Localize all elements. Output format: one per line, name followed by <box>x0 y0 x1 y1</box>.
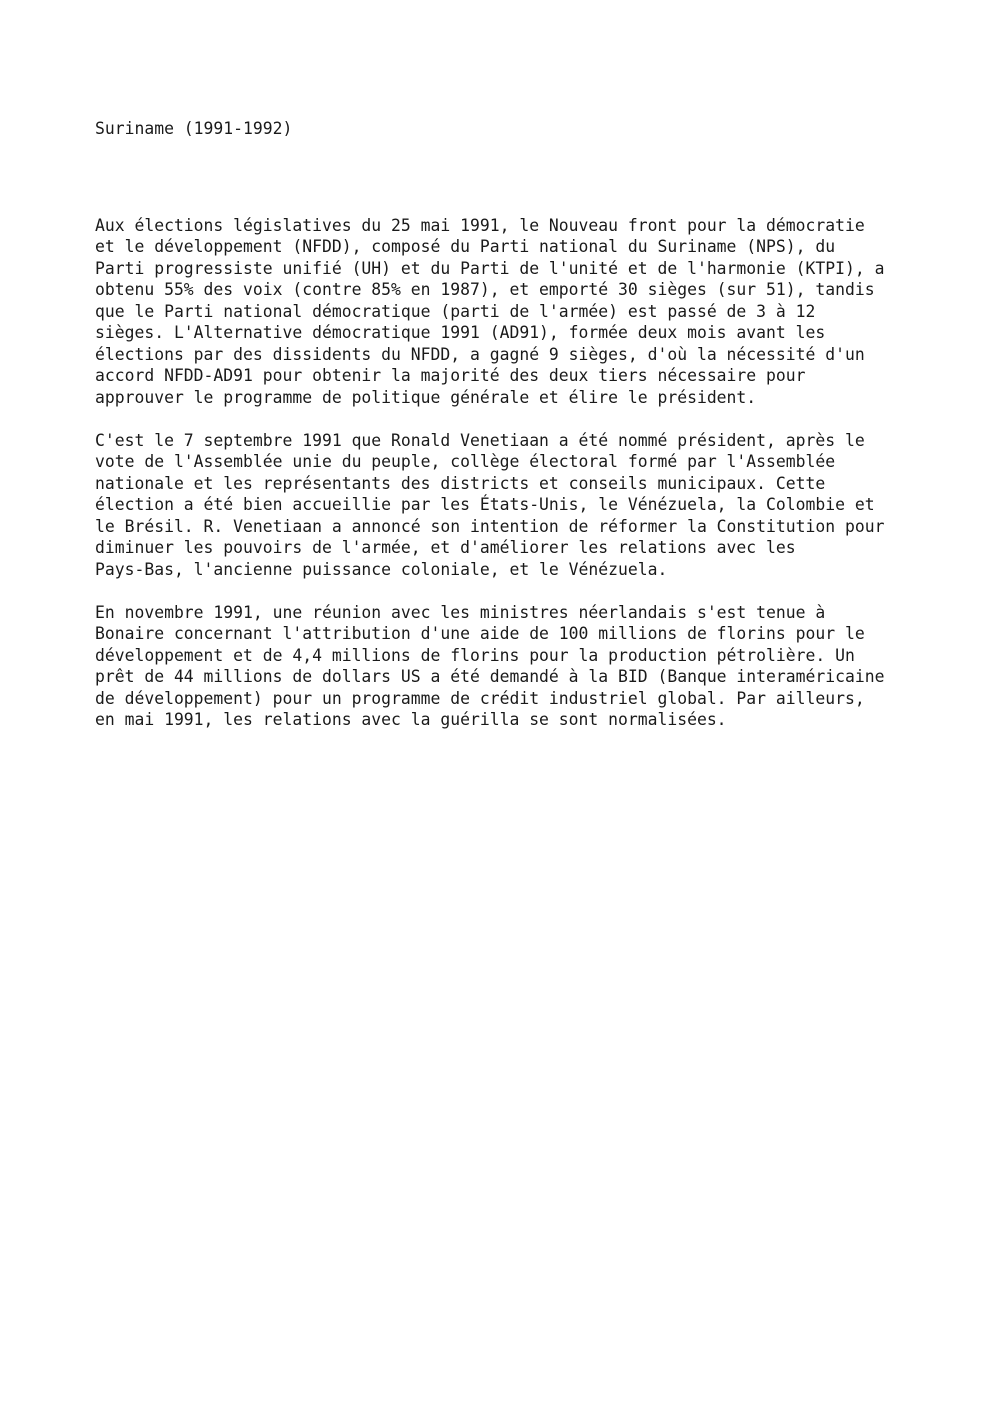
paragraph-line: Aux élections législatives du 25 mai 1991, le Nouveau front pour la démocratie <box>95 215 865 235</box>
paragraph-line: Parti progressiste unifié (UH) et du Parti de l'unité et de l'harmonie (KTPI), a <box>95 258 885 278</box>
paragraph-economy <box>95 602 935 731</box>
paragraph-line: élection a été bien accueillie par les États-Unis, le Vénézuela, la Colombie et <box>95 495 875 514</box>
paragraph-line: Bonaire concernant l'attribution d'une aide de 100 millions de florins pour le <box>95 624 865 643</box>
paragraph-line: vote de l'Assemblée unie du peuple, collège électoral formé par l'Assemblée <box>95 452 836 471</box>
paragraph-line: que le Parti national démocratique (parti de l'armée) est passé de 3 à 12 <box>95 301 816 321</box>
paragraph-line: en mai 1991, les relations avec la guérilla se sont normalisées. <box>95 710 727 729</box>
paragraph-line: développement et de 4,4 millions de florins pour la production pétrolière. Un <box>95 645 855 665</box>
paragraph-elections <box>95 215 935 409</box>
paragraph-line: élections par des dissidents du NFDD, a gagné 9 sièges, d'où la nécessité d'un <box>95 344 865 364</box>
paragraph-line: sièges. L'Alternative démocratique 1991 (AD91), formée deux mois avant les <box>95 323 826 342</box>
paragraph-line: et le développement (NFDD), composé du Parti national du Suriname (NPS), du <box>95 237 836 256</box>
paragraph-line: accord NFDD-AD91 pour obtenir la majorité des deux tiers nécessaire pour <box>95 366 806 385</box>
paragraph-line: En novembre 1991, une réunion avec les ministres néerlandais s'est tenue à <box>95 602 826 622</box>
paragraph-president <box>95 430 935 581</box>
paragraph-line: nationale et les représentants des districts et conseils municipaux. Cette <box>95 473 826 493</box>
paragraph-line: prêt de 44 millions de dollars US a été demandé à la BID (Banque interaméricaine <box>95 667 885 686</box>
paragraph-line: de développement) pour un programme de crédit industriel global. Par ailleurs, <box>95 688 865 708</box>
paragraph-line: diminuer les pouvoirs de l'armée, et d'améliorer les relations avec les <box>95 538 796 557</box>
paragraph-line: C'est le 7 septembre 1991 que Ronald Venetiaan a été nommé président, après le <box>95 430 865 450</box>
paragraph-line: Pays-Bas, l'ancienne puissance coloniale, et le Vénézuela. <box>95 559 668 579</box>
document-title: Suriname (1991-1992) <box>95 119 293 138</box>
paragraph-line: le Brésil. R. Venetiaan a annoncé son intention de réformer la Constitution pour <box>95 516 885 536</box>
title-spacer <box>95 140 935 215</box>
paragraph-line: approuver le programme de politique générale et élire le président. <box>95 387 757 407</box>
paragraph-line: obtenu 55% des voix (contre 85% en 1987), et emporté 30 sièges (sur 51), tandis <box>95 280 875 299</box>
document-body <box>95 118 935 752</box>
